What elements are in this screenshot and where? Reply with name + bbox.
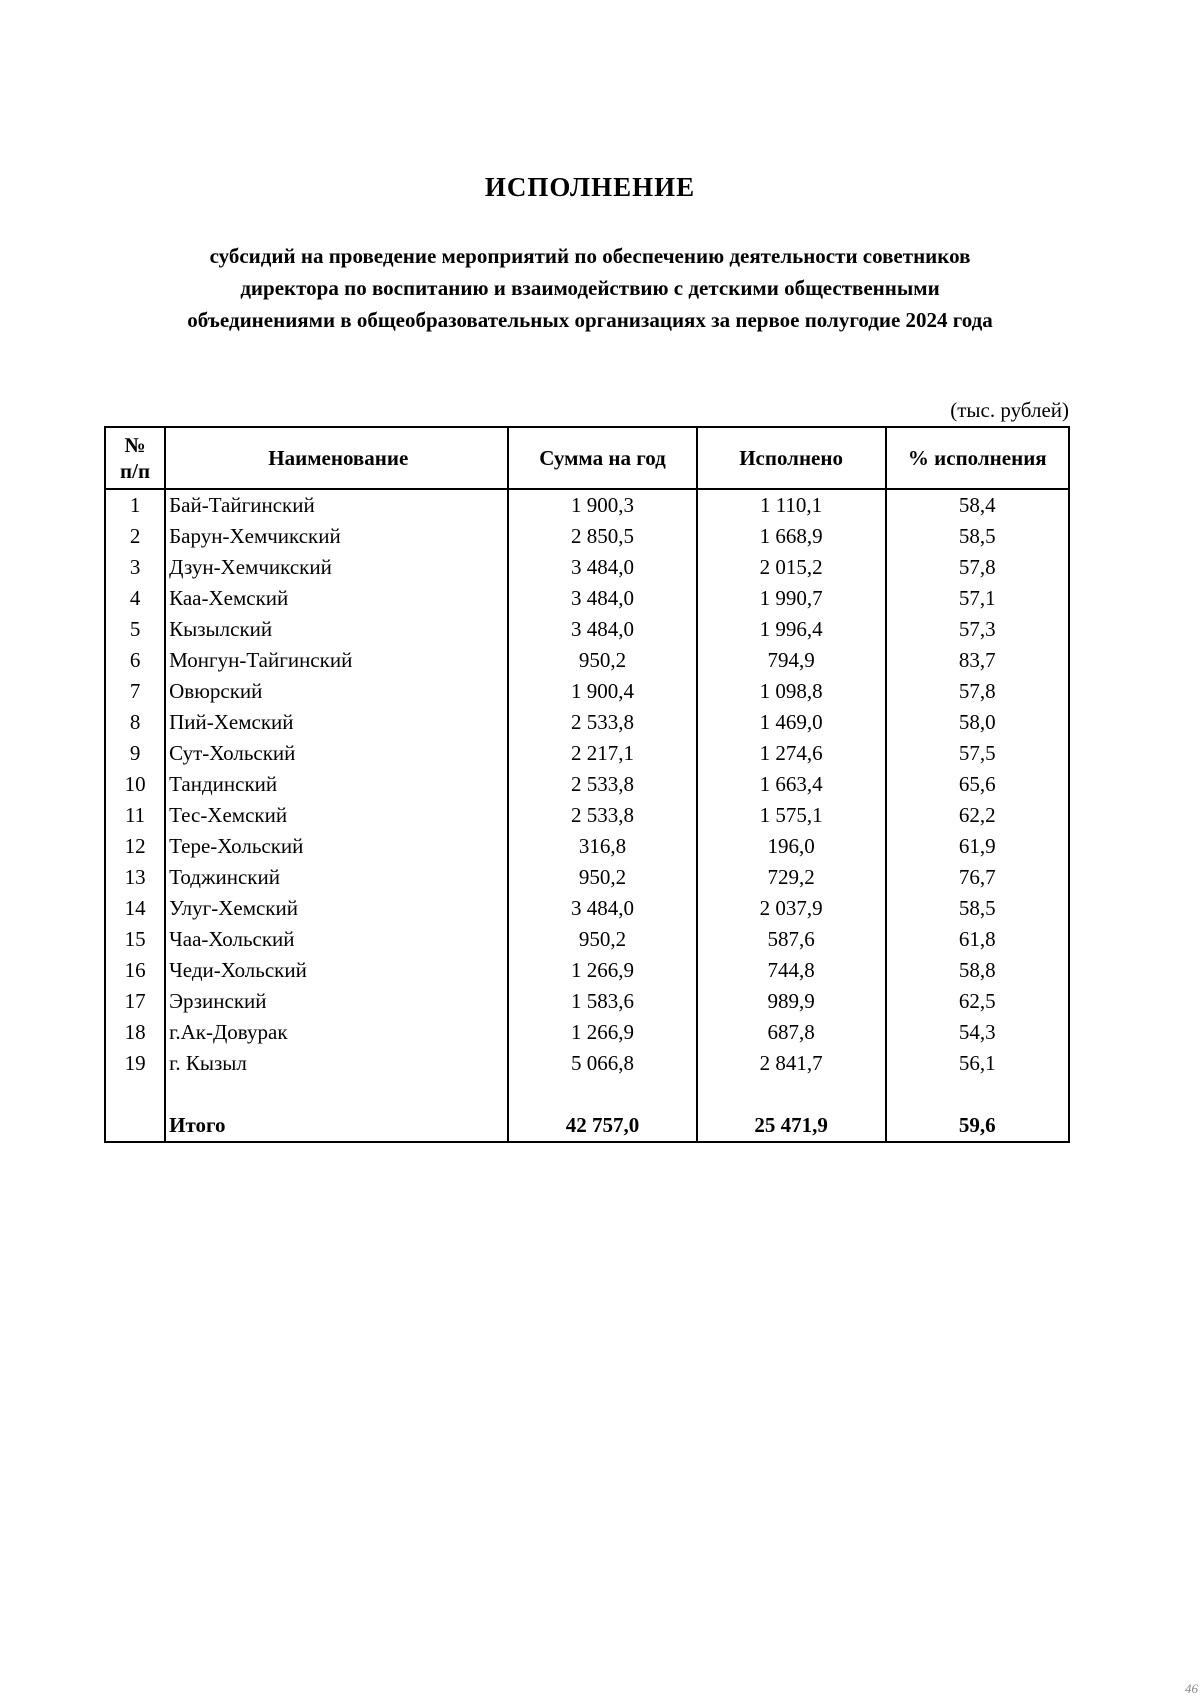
row-sum: 1 900,4 [508,676,696,707]
row-name: Эрзинский [165,986,508,1017]
row-pct: 58,4 [886,489,1069,521]
row-num: 3 [105,552,165,583]
row-pct: 57,5 [886,738,1069,769]
total-sum: 42 757,0 [508,1110,696,1142]
row-name: Дзун-Хемчикский [165,552,508,583]
table-row [105,800,1069,831]
row-name: Кызылский [165,614,508,645]
row-pct: 58,5 [886,521,1069,552]
spacer-cell [165,1079,508,1110]
table-row [105,769,1069,800]
row-name: Чаа-Хольский [165,924,508,955]
header-num [105,427,165,489]
row-done: 1 274,6 [697,738,886,769]
row-sum: 3 484,0 [508,583,696,614]
table-row [105,552,1069,583]
row-pct: 56,1 [886,1048,1069,1079]
header-name: Наименование [165,427,508,489]
header-done: Исполнено [697,427,886,489]
row-name: Улуг-Хемский [165,893,508,924]
row-pct: 65,6 [886,769,1069,800]
table-header-row [105,427,1069,489]
row-pct: 62,5 [886,986,1069,1017]
spacer-cell [508,1079,696,1110]
row-pct: 57,3 [886,614,1069,645]
subtitle-line: субсидий на проведение мероприятий по обеспечению деятельности советников [209,244,971,268]
table-row [105,1017,1069,1048]
units-label: (тыс. рублей) [950,398,1069,422]
table-row [105,738,1069,769]
row-pct: 54,3 [886,1017,1069,1048]
subtitle-line: объединениями в общеобразовательных организациях за первое полугодие 2024 года [187,308,993,332]
total-row [105,1110,1069,1142]
row-num: 4 [105,583,165,614]
row-sum: 316,8 [508,831,696,862]
spacer-cell [886,1079,1069,1110]
page-corner-mark: 46 [1185,1681,1198,1696]
row-num: 1 [105,489,165,521]
document-subtitle [100,240,1080,336]
table-row [105,862,1069,893]
header-pct: % исполнения [886,427,1069,489]
row-num: 18 [105,1017,165,1048]
table-row [105,583,1069,614]
table-row [105,831,1069,862]
total-pct: 59,6 [886,1110,1069,1142]
row-num: 7 [105,676,165,707]
row-num: 6 [105,645,165,676]
row-sum: 2 533,8 [508,707,696,738]
row-sum: 3 484,0 [508,552,696,583]
row-done: 1 663,4 [697,769,886,800]
row-name: Барун-Хемчикский [165,521,508,552]
row-done: 1 098,8 [697,676,886,707]
row-sum: 950,2 [508,924,696,955]
table-row [105,1048,1069,1079]
row-done: 1 469,0 [697,707,886,738]
row-done: 794,9 [697,645,886,676]
header-sum: Сумма на год [508,427,696,489]
row-num: 8 [105,707,165,738]
row-name: Монгун-Тайгинский [165,645,508,676]
header-num-line1: № [124,433,146,457]
spacer-row [105,1079,1069,1110]
total-name: Итого [165,1110,508,1142]
row-done: 1 110,1 [697,489,886,521]
row-pct: 58,5 [886,893,1069,924]
spacer-cell [697,1079,886,1110]
row-num: 13 [105,862,165,893]
row-done: 687,8 [697,1017,886,1048]
row-sum: 1 266,9 [508,1017,696,1048]
table-row [105,614,1069,645]
row-num: 10 [105,769,165,800]
subtitle-line: директора по воспитанию и взаимодействию с детскими общественными [240,276,940,300]
document-title: ИСПОЛНЕНИЕ [484,172,696,202]
row-name: Тере-Хольский [165,831,508,862]
row-done: 744,8 [697,955,886,986]
row-pct: 83,7 [886,645,1069,676]
row-pct: 57,8 [886,676,1069,707]
spacer-cell [105,1079,165,1110]
row-pct: 61,8 [886,924,1069,955]
row-name: Пий-Хемский [165,707,508,738]
row-name: Каа-Хемский [165,583,508,614]
row-sum: 1 900,3 [508,489,696,521]
row-pct: 58,8 [886,955,1069,986]
header-num-line2: п/п [120,459,151,483]
total-num-cell [105,1110,165,1142]
row-sum: 1 266,9 [508,955,696,986]
row-num: 14 [105,893,165,924]
row-pct: 58,0 [886,707,1069,738]
row-num: 16 [105,955,165,986]
row-sum: 2 217,1 [508,738,696,769]
row-done: 1 996,4 [697,614,886,645]
row-sum: 5 066,8 [508,1048,696,1079]
row-sum: 2 533,8 [508,800,696,831]
table-row [105,645,1069,676]
row-pct: 61,9 [886,831,1069,862]
row-done: 1 668,9 [697,521,886,552]
table-row [105,955,1069,986]
row-pct: 76,7 [886,862,1069,893]
row-name: Тоджинский [165,862,508,893]
row-num: 2 [105,521,165,552]
table-row [105,521,1069,552]
row-num: 17 [105,986,165,1017]
table-row [105,676,1069,707]
row-num: 15 [105,924,165,955]
table-row [105,707,1069,738]
row-sum: 2 533,8 [508,769,696,800]
row-done: 1 575,1 [697,800,886,831]
table-row [105,893,1069,924]
row-num: 11 [105,800,165,831]
row-sum: 2 850,5 [508,521,696,552]
row-name: Сут-Хольский [165,738,508,769]
row-sum: 1 583,6 [508,986,696,1017]
table-row [105,924,1069,955]
row-done: 2 841,7 [697,1048,886,1079]
row-done: 587,6 [697,924,886,955]
row-pct: 62,2 [886,800,1069,831]
row-num: 5 [105,614,165,645]
row-name: Овюрский [165,676,508,707]
row-sum: 3 484,0 [508,893,696,924]
table-body [105,489,1069,1142]
row-name: г. Кызыл [165,1048,508,1079]
row-done: 2 015,2 [697,552,886,583]
row-done: 2 037,9 [697,893,886,924]
table-row [105,986,1069,1017]
row-name: Бай-Тайгинский [165,489,508,521]
row-name: Тес-Хемский [165,800,508,831]
row-done: 196,0 [697,831,886,862]
row-pct: 57,8 [886,552,1069,583]
execution-table [104,426,1070,1143]
row-num: 9 [105,738,165,769]
row-name: Чеди-Хольский [165,955,508,986]
row-sum: 3 484,0 [508,614,696,645]
table-row [105,489,1069,521]
row-num: 12 [105,831,165,862]
row-done: 1 990,7 [697,583,886,614]
row-name: г.Ак-Довурак [165,1017,508,1048]
total-done: 25 471,9 [697,1110,886,1142]
row-done: 989,9 [697,986,886,1017]
row-sum: 950,2 [508,862,696,893]
row-done: 729,2 [697,862,886,893]
row-name: Тандинский [165,769,508,800]
row-num: 19 [105,1048,165,1079]
row-pct: 57,1 [886,583,1069,614]
row-sum: 950,2 [508,645,696,676]
